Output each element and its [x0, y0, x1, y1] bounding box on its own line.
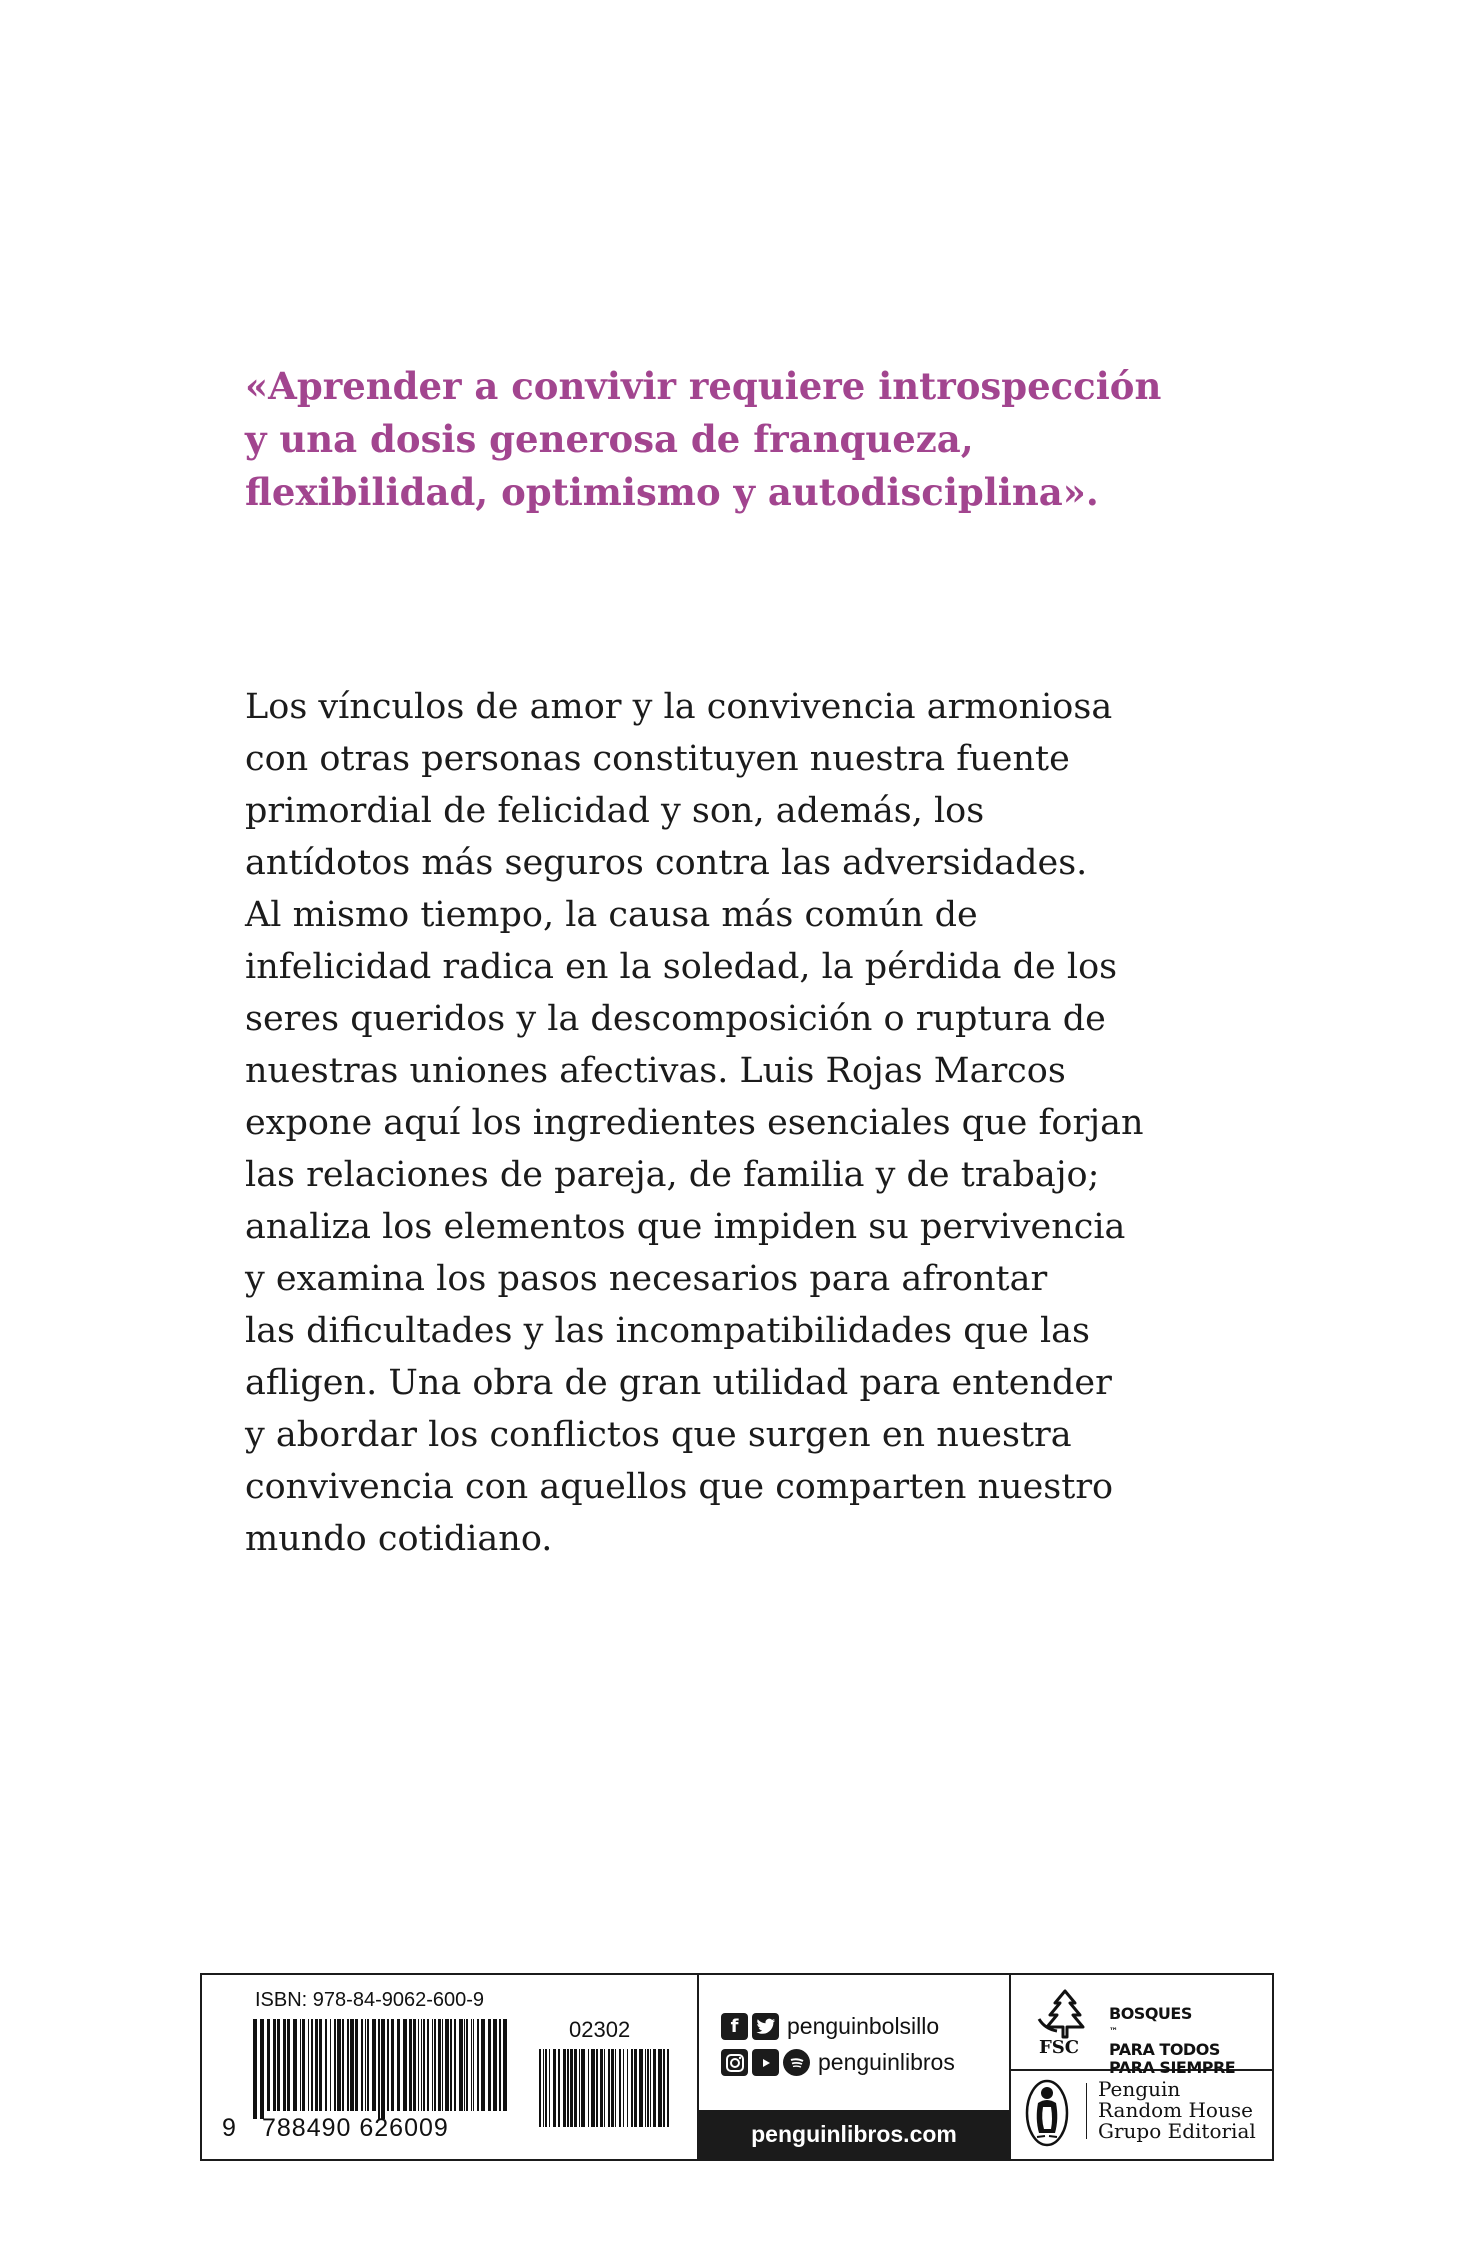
- description-line: las relaciones de pareja, de familia y de trabajo;: [245, 1155, 1100, 1195]
- quote-line: «Aprender a convivir requiere introspección: [245, 364, 1162, 408]
- penguin-logo-icon: [1025, 2079, 1069, 2147]
- bosques-line: PARA SIEMPRE: [1109, 2058, 1236, 2077]
- publisher-info-box: [200, 1973, 1274, 2161]
- description-line: infelicidad radica en la soledad, la pérdida de los: [245, 947, 1118, 987]
- facebook-icon[interactable]: f: [721, 2013, 748, 2040]
- addon-barcode-icon: [539, 2049, 671, 2135]
- description-line: las dificultades y las incompatibilidades que las: [245, 1311, 1091, 1351]
- description-line: y abordar los conflictos que surgen en nuestra: [245, 1415, 1072, 1455]
- publisher-section: [1011, 2069, 1272, 2159]
- description-line: mundo cotidiano.: [245, 1519, 553, 1559]
- social-panel: [699, 1975, 1011, 2159]
- bosques-line: BOSQUES: [1109, 2004, 1192, 2023]
- barcode-digits: [222, 2114, 449, 2143]
- fsc-label: FSC: [1039, 2037, 1080, 2058]
- social-handle-bolsillo[interactable]: penguinbolsillo: [787, 2013, 940, 2039]
- publisher-line: Random House: [1098, 2098, 1253, 2122]
- quote-line: flexibilidad, optimismo y autodisciplina».: [245, 470, 1099, 514]
- social-row-libros: [721, 2049, 955, 2076]
- bosques-line: PARA TODOS: [1109, 2040, 1220, 2059]
- description-line: primordial de felicidad y son, además, los: [245, 791, 985, 831]
- youtube-icon[interactable]: [752, 2049, 779, 2076]
- bosques-logo: [1109, 2005, 1235, 2077]
- website-link[interactable]: penguinlibros.com: [699, 2110, 1009, 2159]
- description-line: nuestras uniones afectivas. Luis Rojas Marcos: [245, 1051, 1066, 1091]
- publisher-name: [1098, 2079, 1256, 2142]
- fsc-section: [1011, 1975, 1272, 2077]
- trademark-mark: ™: [1109, 2027, 1118, 2037]
- description-line: y examina los pasos necesarios para afrontar: [245, 1259, 1048, 1299]
- description-line: convivencia con aquellos que comparten nuestro: [245, 1467, 1114, 1507]
- barcode-panel: [202, 1975, 699, 2159]
- ean-barcode-icon: [253, 2019, 510, 2119]
- fsc-tree-icon: [1035, 1989, 1095, 2039]
- twitter-icon[interactable]: [752, 2013, 779, 2040]
- price-code: 02302: [569, 2017, 631, 2042]
- description-line: analiza los elementos que impiden su pervivencia: [245, 1207, 1126, 1247]
- description-line: seres queridos y la descomposición o ruptura de: [245, 999, 1106, 1039]
- instagram-icon[interactable]: [721, 2049, 748, 2076]
- publisher-divider: [1086, 2083, 1087, 2139]
- description-line: afligen. Una obra de gran utilidad para entender: [245, 1363, 1112, 1403]
- social-handle-libros[interactable]: penguinlibros: [818, 2049, 955, 2075]
- publisher-line: Penguin: [1098, 2077, 1181, 2101]
- barcode-lead-digit: 9: [222, 2114, 237, 2142]
- description-line: Al mismo tiempo, la causa más común de: [245, 895, 978, 935]
- logos-panel: [1011, 1975, 1272, 2159]
- description-line: antídotos más seguros contra las adversidades.: [245, 843, 1088, 883]
- isbn-label: ISBN: 978-84-9062-600-9: [255, 1989, 485, 2011]
- spotify-icon[interactable]: [783, 2049, 810, 2076]
- book-description: [245, 681, 1245, 1565]
- description-line: Los vínculos de amor y la convivencia armoniosa: [245, 687, 1113, 727]
- quote-line: y una dosis generosa de franqueza,: [245, 417, 974, 461]
- publisher-line: Grupo Editorial: [1098, 2119, 1256, 2143]
- description-line: con otras personas constituyen nuestra fuente: [245, 739, 1070, 779]
- social-row-bolsillo: [721, 2013, 939, 2040]
- barcode-number: 788490 626009: [262, 2114, 449, 2142]
- description-line: expone aquí los ingredientes esenciales que forjan: [245, 1103, 1144, 1143]
- back-cover-quote: [245, 360, 1245, 519]
